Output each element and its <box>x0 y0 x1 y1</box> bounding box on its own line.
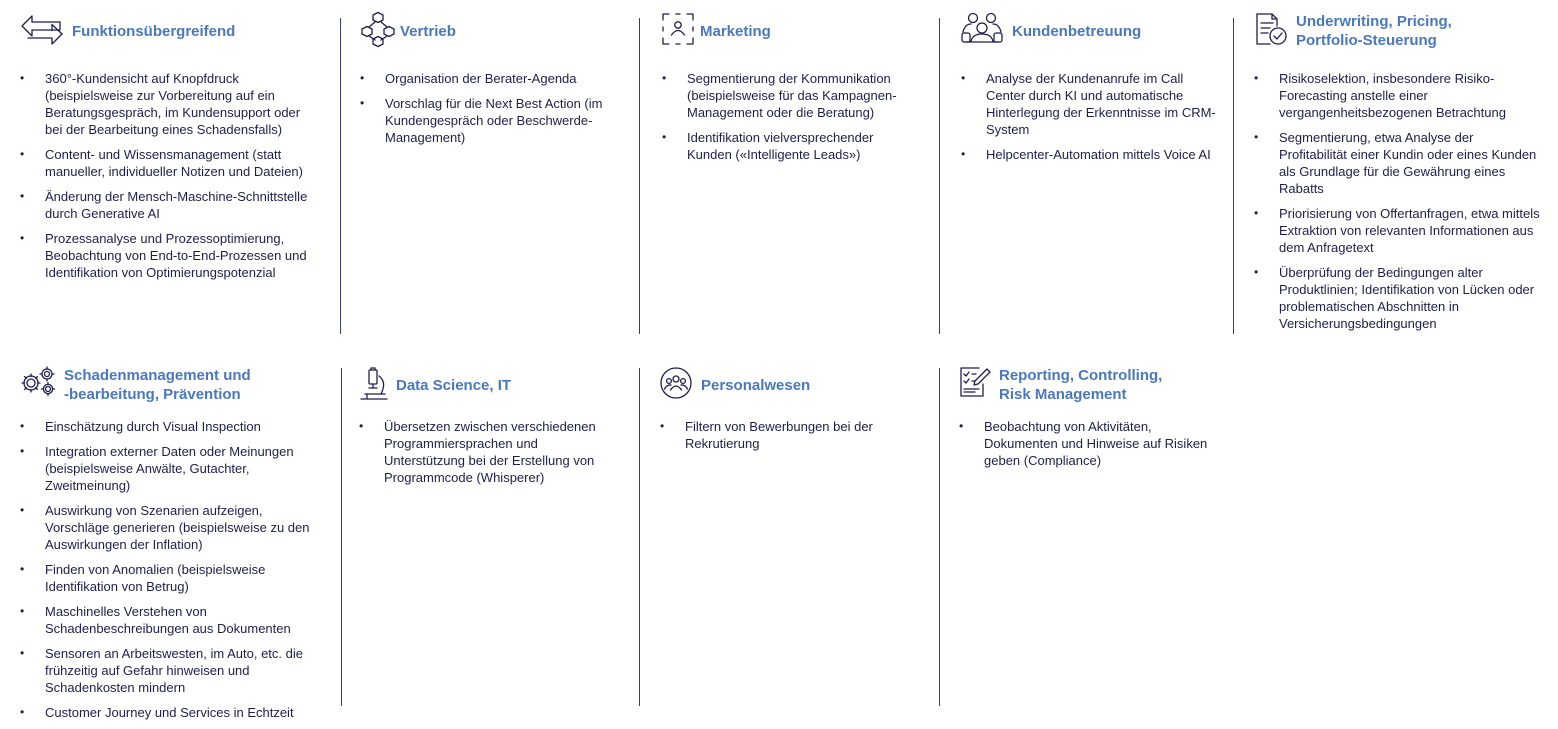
section-title-line2: Portfolio-Steuerung <box>1296 32 1437 49</box>
column-divider <box>1233 18 1234 334</box>
customer-group-icon <box>961 12 1001 52</box>
people-circle-icon <box>660 366 700 406</box>
document-check-icon <box>1254 12 1294 52</box>
section-vertrieb <box>360 12 622 145</box>
section-title: Kundenbetreuung <box>1012 23 1142 40</box>
list-item: • Organisation der Berater-Agenda <box>360 70 622 87</box>
list-item: • Auswirkung von Szenarien aufzeigen, Vorschläge generieren (beispielsweise zu den Auswirkungen der Inflation) <box>20 502 330 553</box>
column-divider <box>340 18 341 334</box>
gears-icon <box>20 366 60 406</box>
section-title: Personalwesen <box>701 377 811 394</box>
section-marketing <box>662 12 918 162</box>
column-divider <box>639 368 640 706</box>
list-item: • Analyse der Kundenanrufe im Call Center durch KI und automatische Hinterlegung der Erkenntnisse im CRM-System <box>961 70 1217 138</box>
section-title: Funktionsübergreifend <box>72 23 236 40</box>
section-schadenmanagement <box>20 366 330 720</box>
microscope-icon <box>359 366 399 406</box>
list-item: • Vorschlag für die Next Best Action (im Kundengespräch oder Beschwerde-Management) <box>360 95 622 146</box>
section-title: Marketing <box>700 23 771 40</box>
list-item: • Filtern von Bewerbungen bei der Rekrutierung <box>660 418 920 452</box>
list-item: • Prozessanalyse und Prozessoptimierung, Beobachtung von End-to-End-Prozessen und Identifikation von Optimierungspotenzial <box>20 230 320 281</box>
column-divider <box>639 18 640 334</box>
list-item: • Einschätzung durch Visual Inspection <box>20 418 330 435</box>
list-item: • Sensoren an Arbeitswesten, im Auto, etc. die frühzeitig auf Gefahr hinweisen und Schadenkosten mindern <box>20 645 330 696</box>
section-title-line2: Risk Management <box>999 386 1127 403</box>
checklist-pen-icon <box>959 366 999 406</box>
target-audience-icon <box>662 12 702 52</box>
section-funktionsuebergreifend <box>20 12 320 280</box>
column-divider <box>939 18 940 334</box>
column-divider <box>341 368 342 706</box>
column-divider <box>939 368 940 706</box>
list-item: • Segmentierung der Kommunikation (beispielsweise für das Kampagnen-Management oder die Beratung) <box>662 70 918 121</box>
section-data-science <box>359 366 621 485</box>
section-title: Data Science, IT <box>396 377 512 394</box>
section-title-line1: Schadenmanagement und <box>64 367 251 384</box>
arrows-exchange-icon <box>20 12 60 52</box>
section-title: Vertrieb <box>400 23 456 40</box>
cubes-network-icon <box>360 12 400 52</box>
list-item: • Identifikation vielversprechender Kunden («Intelligente Leads») <box>662 129 918 163</box>
list-item: • Priorisierung von Offertanfragen, etwa mittels Extraktion von relevanten Informationen aus dem Anfragetext <box>1254 205 1544 256</box>
list-item: • Integration externer Daten oder Meinungen (beispielsweise Anwälte, Gutachter, Zweitmeinung) <box>20 443 330 494</box>
list-item: • Übersetzen zwischen verschiedenen Programmiersprachen und Unterstützung bei der Erstellung von Programmcode (Whisperer) <box>359 418 621 486</box>
section-reporting <box>959 366 1219 468</box>
list-item: • Risikoselektion, insbesondere Risiko-Forecasting anstelle einer vergangenheitsbezogenen Betrachtung <box>1254 70 1544 121</box>
section-underwriting <box>1254 12 1544 331</box>
section-title-line1: Reporting, Controlling, <box>999 367 1163 384</box>
list-item: • Überprüfung der Bedingungen alter Produktlinien; Identifikation von Lücken oder problematischen Abschnitten in Versicherungsbedingungen <box>1254 264 1544 332</box>
list-item: • Maschinelles Verstehen von Schadenbeschreibungen aus Dokumenten <box>20 603 330 637</box>
list-item: • Helpcenter-Automation mittels Voice AI <box>961 146 1217 163</box>
list-item: • Änderung der Mensch-Maschine-Schnittstelle durch Generative AI <box>20 188 320 222</box>
list-item: • Finden von Anomalien (beispielsweise Identifikation von Betrug) <box>20 561 330 595</box>
section-title-line2: -bearbeitung, Prävention <box>64 386 241 403</box>
list-item: • Content- und Wissensmanagement (statt manueller, individueller Notizen und Dateien) <box>20 146 320 180</box>
section-kundenbetreuung <box>961 12 1217 162</box>
section-personalwesen <box>660 366 920 451</box>
section-title-line1: Underwriting, Pricing, <box>1296 13 1452 30</box>
list-item: • 360°-Kundensicht auf Knopfdruck (beispielsweise zur Vorbereitung auf ein Beratungsgespräch, im Kundensupport oder bei der Bearbeitung eines Schadensfalls) <box>20 70 320 138</box>
list-item: • Customer Journey und Services in Echtzeit <box>20 704 330 721</box>
list-item: • Beobachtung von Aktivitäten, Dokumenten und Hinweise auf Risiken geben (Compliance) <box>959 418 1219 469</box>
list-item: • Segmentierung, etwa Analyse der Profitabilität einer Kundin oder eines Kunden als Grundlage für die Gewährung eines Rabatts <box>1254 129 1544 197</box>
